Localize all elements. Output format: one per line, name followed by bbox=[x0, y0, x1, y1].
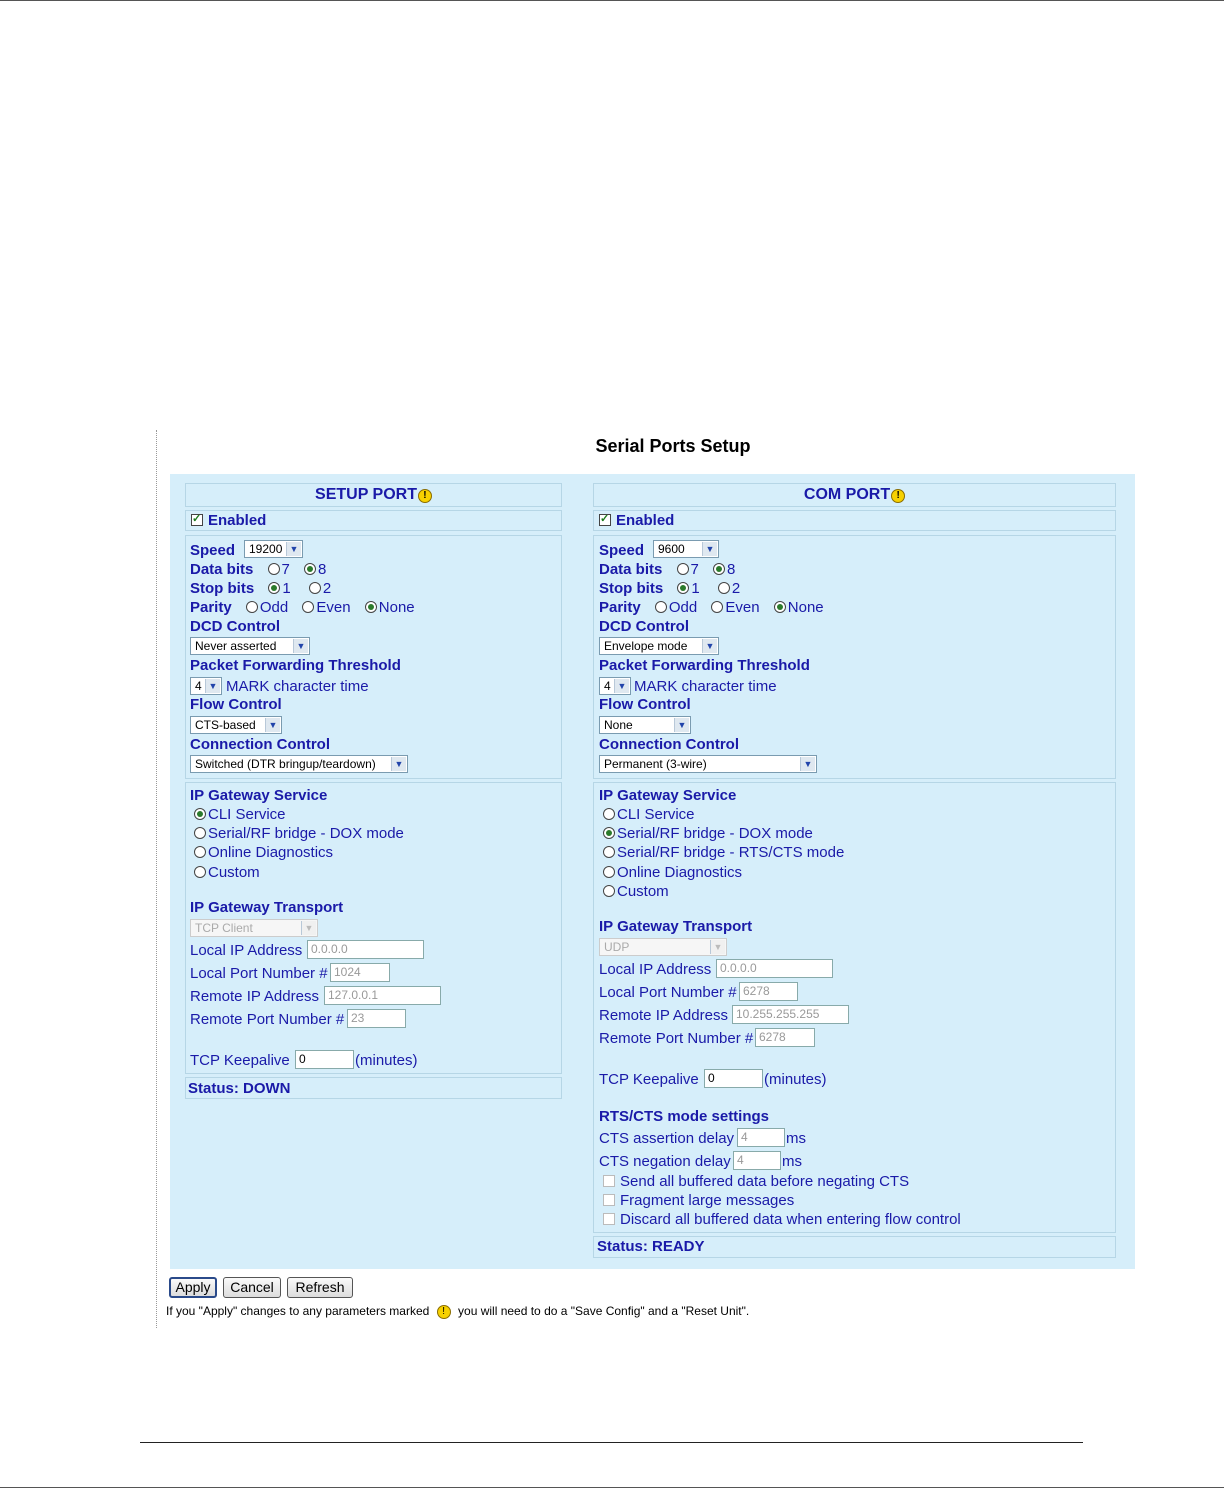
com-send-buffered-label: Send all buffered data before negating CTS bbox=[620, 1173, 910, 1190]
com-data-bits-7-label: 7 bbox=[690, 561, 699, 578]
com-cts-assert-unit: ms bbox=[786, 1130, 806, 1147]
setup-ipgs-dox-radio[interactable] bbox=[194, 827, 206, 839]
setup-flow-label: Flow Control bbox=[190, 696, 282, 713]
setup-data-bits-row bbox=[190, 561, 326, 578]
setup-ipgs-option bbox=[190, 806, 286, 823]
setup-stop-bits-2-radio[interactable] bbox=[309, 582, 321, 594]
chevron-down-icon: ▼ bbox=[286, 542, 301, 556]
warning-icon: ! bbox=[437, 1305, 451, 1319]
com-ipgs-diag-label: Online Diagnostics bbox=[617, 864, 743, 881]
setup-stop-bits-label: Stop bits bbox=[190, 580, 255, 597]
com-conn-select[interactable] bbox=[599, 755, 817, 773]
setup-keepalive-label: TCP Keepalive bbox=[190, 1052, 290, 1069]
cancel-button[interactable]: Cancel bbox=[223, 1277, 281, 1298]
com-flow-select[interactable] bbox=[599, 716, 691, 734]
setup-stop-bits-row bbox=[190, 580, 331, 597]
com-fragment-checkbox[interactable] bbox=[603, 1194, 615, 1206]
com-checkbox-item bbox=[603, 1211, 961, 1228]
com-speed-select[interactable] bbox=[653, 540, 719, 558]
com-checkbox-item bbox=[603, 1192, 794, 1209]
apply-button[interactable]: Apply bbox=[169, 1277, 217, 1298]
setup-keepalive-unit: (minutes) bbox=[355, 1052, 418, 1069]
chevron-down-icon: ▼ bbox=[800, 757, 815, 771]
com-data-bits-7-radio[interactable] bbox=[677, 563, 689, 575]
com-conn-label: Connection Control bbox=[599, 736, 739, 753]
setup-dcd-label: DCD Control bbox=[190, 618, 280, 635]
setup-port-title: SETUP PORT bbox=[315, 486, 417, 503]
com-enabled-checkbox[interactable] bbox=[599, 514, 611, 526]
com-ipgs-option bbox=[599, 883, 669, 900]
com-pft-suffix: MARK character time bbox=[634, 678, 777, 695]
setup-parity-even-label: Even bbox=[316, 599, 351, 616]
setup-dcd-value: Never asserted bbox=[195, 639, 277, 653]
setup-speed-value: 19200 bbox=[249, 542, 283, 556]
setup-stop-bits-2-label: 2 bbox=[322, 580, 332, 597]
setup-local-port-input[interactable]: 1024 bbox=[330, 963, 390, 982]
com-remote-ip-input[interactable]: 10.255.255.255 bbox=[732, 1005, 849, 1024]
com-ipgt-label: IP Gateway Transport bbox=[599, 918, 753, 935]
setup-enabled-checkbox[interactable] bbox=[191, 514, 203, 526]
chevron-down-icon: ▼ bbox=[674, 718, 689, 732]
setup-conn-select[interactable] bbox=[190, 755, 408, 773]
com-cts-negate-label: CTS negation delay bbox=[599, 1153, 731, 1170]
com-data-bits-8-radio[interactable] bbox=[713, 563, 725, 575]
com-speed-value: 9600 bbox=[658, 542, 685, 556]
com-cts-assert-label: CTS assertion delay bbox=[599, 1130, 735, 1147]
com-ipgs-cli-label: CLI Service bbox=[617, 806, 695, 823]
com-ipgs-custom-radio[interactable] bbox=[603, 885, 615, 897]
com-flow-label: Flow Control bbox=[599, 696, 691, 713]
com-ipgs-option bbox=[599, 844, 844, 861]
com-parity-none-label: None bbox=[787, 599, 824, 616]
com-stop-bits-1-label: 1 bbox=[691, 580, 700, 597]
setup-parity-label: Parity bbox=[190, 599, 232, 616]
chevron-down-icon: ▼ bbox=[614, 679, 629, 693]
chevron-down-icon: ▼ bbox=[702, 542, 717, 556]
setup-ipgs-option bbox=[190, 864, 260, 881]
com-parity-odd-radio[interactable] bbox=[655, 601, 667, 613]
left-dotted-divider bbox=[156, 430, 157, 1328]
setup-speed-label: Speed bbox=[190, 542, 236, 559]
com-rts-label: RTS/CTS mode settings bbox=[599, 1108, 770, 1125]
com-keepalive-unit: (minutes) bbox=[764, 1071, 827, 1088]
setup-ipgs-custom-label: Custom bbox=[208, 864, 260, 881]
com-ipgs-option bbox=[599, 825, 813, 842]
setup-ipgs-diag-radio[interactable] bbox=[194, 846, 206, 858]
setup-stop-bits-1-label: 1 bbox=[282, 580, 291, 597]
com-port-header bbox=[593, 483, 1116, 507]
com-ipgs-option bbox=[599, 806, 695, 823]
setup-dcd-select[interactable] bbox=[190, 637, 310, 655]
com-enabled-row bbox=[599, 512, 674, 529]
setup-ipgs-option bbox=[190, 825, 404, 842]
setup-ipgs-custom-radio[interactable] bbox=[194, 866, 206, 878]
refresh-button[interactable]: Refresh bbox=[287, 1277, 353, 1298]
com-keepalive-input[interactable]: 0 bbox=[704, 1069, 763, 1088]
com-dcd-label: DCD Control bbox=[599, 618, 689, 635]
footer-rule bbox=[140, 1442, 1083, 1443]
setup-pft-value: 4 bbox=[195, 679, 202, 693]
chevron-down-icon: ▼ bbox=[301, 921, 316, 935]
com-stop-bits-2-radio[interactable] bbox=[718, 582, 730, 594]
com-data-bits-8-label: 8 bbox=[727, 561, 736, 578]
setup-local-ip-input[interactable]: 0.0.0.0 bbox=[307, 940, 424, 959]
com-enabled-label: Enabled bbox=[616, 512, 675, 529]
com-stop-bits-label: Stop bits bbox=[599, 580, 664, 597]
chevron-down-icon: ▼ bbox=[265, 718, 280, 732]
setup-conn-label: Connection Control bbox=[190, 736, 330, 753]
com-status: Status: READY bbox=[597, 1238, 705, 1255]
setup-conn-value: Switched (DTR bringup/teardown) bbox=[195, 757, 376, 771]
com-ipgs-label: IP Gateway Service bbox=[599, 787, 737, 804]
setup-local-port-label: Local Port Number # bbox=[190, 965, 328, 982]
setup-remote-port-label: Remote Port Number # bbox=[190, 1011, 345, 1028]
setup-ipgt-value: TCP Client bbox=[195, 921, 253, 935]
com-parity-even-label: Even bbox=[725, 599, 760, 616]
warning-icon: ! bbox=[418, 489, 432, 503]
setup-remote-ip-input[interactable]: 127.0.0.1 bbox=[324, 986, 441, 1005]
setup-pft-suffix: MARK character time bbox=[226, 678, 369, 695]
com-ipgs-cli-radio[interactable] bbox=[603, 808, 615, 820]
com-conn-value: Permanent (3-wire) bbox=[604, 757, 707, 771]
setup-flow-select[interactable] bbox=[190, 716, 282, 734]
setup-ipgs-cli-label: CLI Service bbox=[208, 806, 286, 823]
setup-status: Status: DOWN bbox=[188, 1080, 291, 1097]
com-stop-bits-2-label: 2 bbox=[731, 580, 741, 597]
setup-parity-odd-label: Odd bbox=[259, 599, 289, 616]
top-rule bbox=[0, 0, 1224, 1]
com-ipgs-rtscts-label: Serial/RF bridge - RTS/CTS mode bbox=[617, 844, 845, 861]
com-checkbox-item bbox=[603, 1173, 909, 1190]
setup-port-header bbox=[185, 483, 562, 507]
setup-ipgs-cli-radio[interactable] bbox=[194, 808, 206, 820]
com-dcd-select[interactable] bbox=[599, 637, 719, 655]
com-ipgs-dox-label: Serial/RF bridge - DOX mode bbox=[617, 825, 813, 842]
com-ipgt-select[interactable] bbox=[599, 938, 727, 956]
com-local-port-input[interactable]: 6278 bbox=[739, 982, 798, 1001]
com-speed-label: Speed bbox=[599, 542, 645, 559]
setup-remote-ip-label: Remote IP Address bbox=[190, 988, 319, 1005]
apply-note-after: you will need to do a "Save Config" and a "Reset Unit". bbox=[458, 1304, 750, 1318]
setup-parity-none-label: None bbox=[378, 599, 415, 616]
com-ipgs-rtscts-radio[interactable] bbox=[603, 846, 615, 858]
setup-parity-odd-radio[interactable] bbox=[246, 601, 258, 613]
com-discard-label: Discard all buffered data when entering flow control bbox=[620, 1211, 961, 1228]
setup-data-bits-7-radio[interactable] bbox=[268, 563, 280, 575]
chevron-down-icon: ▼ bbox=[710, 940, 725, 954]
com-parity-row bbox=[599, 599, 824, 616]
com-pft-select[interactable] bbox=[599, 677, 631, 695]
apply-note-before: If you "Apply" changes to any parameters marked bbox=[166, 1304, 430, 1318]
setup-local-ip-label: Local IP Address bbox=[190, 942, 303, 959]
com-remote-port-input[interactable]: 6278 bbox=[755, 1028, 815, 1047]
setup-ipgs-dox-label: Serial/RF bridge - DOX mode bbox=[208, 825, 404, 842]
page-title: Serial Ports Setup bbox=[595, 436, 751, 456]
warning-icon: ! bbox=[891, 489, 905, 503]
com-ipgs-dox-radio[interactable] bbox=[603, 827, 615, 839]
com-remote-ip-label: Remote IP Address bbox=[599, 1007, 728, 1024]
com-flow-value: None bbox=[604, 718, 633, 732]
com-stop-bits-row bbox=[599, 580, 740, 597]
chevron-down-icon: ▼ bbox=[293, 639, 308, 653]
setup-enabled-row bbox=[191, 512, 266, 529]
com-cts-assert-input[interactable]: 4 bbox=[737, 1128, 785, 1147]
setup-data-bits-8-label: 8 bbox=[318, 561, 327, 578]
setup-speed-select[interactable] bbox=[244, 540, 303, 558]
setup-ipgs-diag-label: Online Diagnostics bbox=[208, 844, 334, 861]
com-cts-negate-unit: ms bbox=[782, 1153, 802, 1170]
com-local-port-label: Local Port Number # bbox=[599, 984, 737, 1001]
com-local-ip-label: Local IP Address bbox=[599, 961, 712, 978]
com-parity-even-radio[interactable] bbox=[711, 601, 723, 613]
setup-ipgs-label: IP Gateway Service bbox=[190, 787, 328, 804]
com-parity-label: Parity bbox=[599, 599, 641, 616]
com-data-bits-label: Data bits bbox=[599, 561, 663, 578]
setup-enabled-label: Enabled bbox=[208, 512, 267, 529]
setup-parity-none-radio[interactable] bbox=[365, 601, 377, 613]
com-ipgs-option bbox=[599, 864, 742, 881]
com-pft-label: Packet Forwarding Threshold bbox=[599, 657, 810, 674]
setup-pft-select[interactable] bbox=[190, 677, 222, 695]
setup-parity-even-radio[interactable] bbox=[302, 601, 314, 613]
chevron-down-icon: ▼ bbox=[391, 757, 406, 771]
com-local-ip-input[interactable]: 0.0.0.0 bbox=[716, 959, 833, 978]
setup-data-bits-8-radio[interactable] bbox=[304, 563, 316, 575]
setup-stop-bits-1-radio[interactable] bbox=[268, 582, 280, 594]
com-send-buffered-checkbox[interactable] bbox=[603, 1175, 615, 1187]
setup-ipgt-select[interactable] bbox=[190, 919, 318, 937]
com-ipgt-value: UDP bbox=[604, 940, 630, 954]
chevron-down-icon: ▼ bbox=[205, 679, 220, 693]
apply-note bbox=[166, 1304, 749, 1319]
setup-ipgs-option bbox=[190, 844, 333, 861]
setup-pft-label: Packet Forwarding Threshold bbox=[190, 657, 401, 674]
setup-remote-port-input[interactable]: 23 bbox=[347, 1009, 406, 1028]
setup-parity-row bbox=[190, 599, 415, 616]
com-keepalive-label: TCP Keepalive bbox=[599, 1071, 699, 1088]
com-port-title: COM PORT bbox=[803, 486, 891, 503]
setup-data-bits-label: Data bits bbox=[190, 561, 254, 578]
setup-ipgt-label: IP Gateway Transport bbox=[190, 899, 344, 916]
com-ipgs-custom-label: Custom bbox=[617, 883, 669, 900]
com-cts-negate-input[interactable]: 4 bbox=[733, 1151, 781, 1170]
setup-flow-value: CTS-based bbox=[195, 718, 256, 732]
com-discard-checkbox[interactable] bbox=[603, 1213, 615, 1225]
setup-data-bits-7-label: 7 bbox=[281, 561, 290, 578]
setup-keepalive-input[interactable]: 0 bbox=[295, 1050, 354, 1069]
com-remote-port-label: Remote Port Number # bbox=[599, 1030, 754, 1047]
com-parity-none-radio[interactable] bbox=[774, 601, 786, 613]
com-dcd-value: Envelope mode bbox=[604, 639, 688, 653]
com-ipgs-diag-radio[interactable] bbox=[603, 866, 615, 878]
com-parity-odd-label: Odd bbox=[668, 599, 698, 616]
com-data-bits-row bbox=[599, 561, 735, 578]
com-fragment-label: Fragment large messages bbox=[620, 1192, 795, 1209]
com-pft-value: 4 bbox=[604, 679, 611, 693]
com-stop-bits-1-radio[interactable] bbox=[677, 582, 689, 594]
chevron-down-icon: ▼ bbox=[702, 639, 717, 653]
